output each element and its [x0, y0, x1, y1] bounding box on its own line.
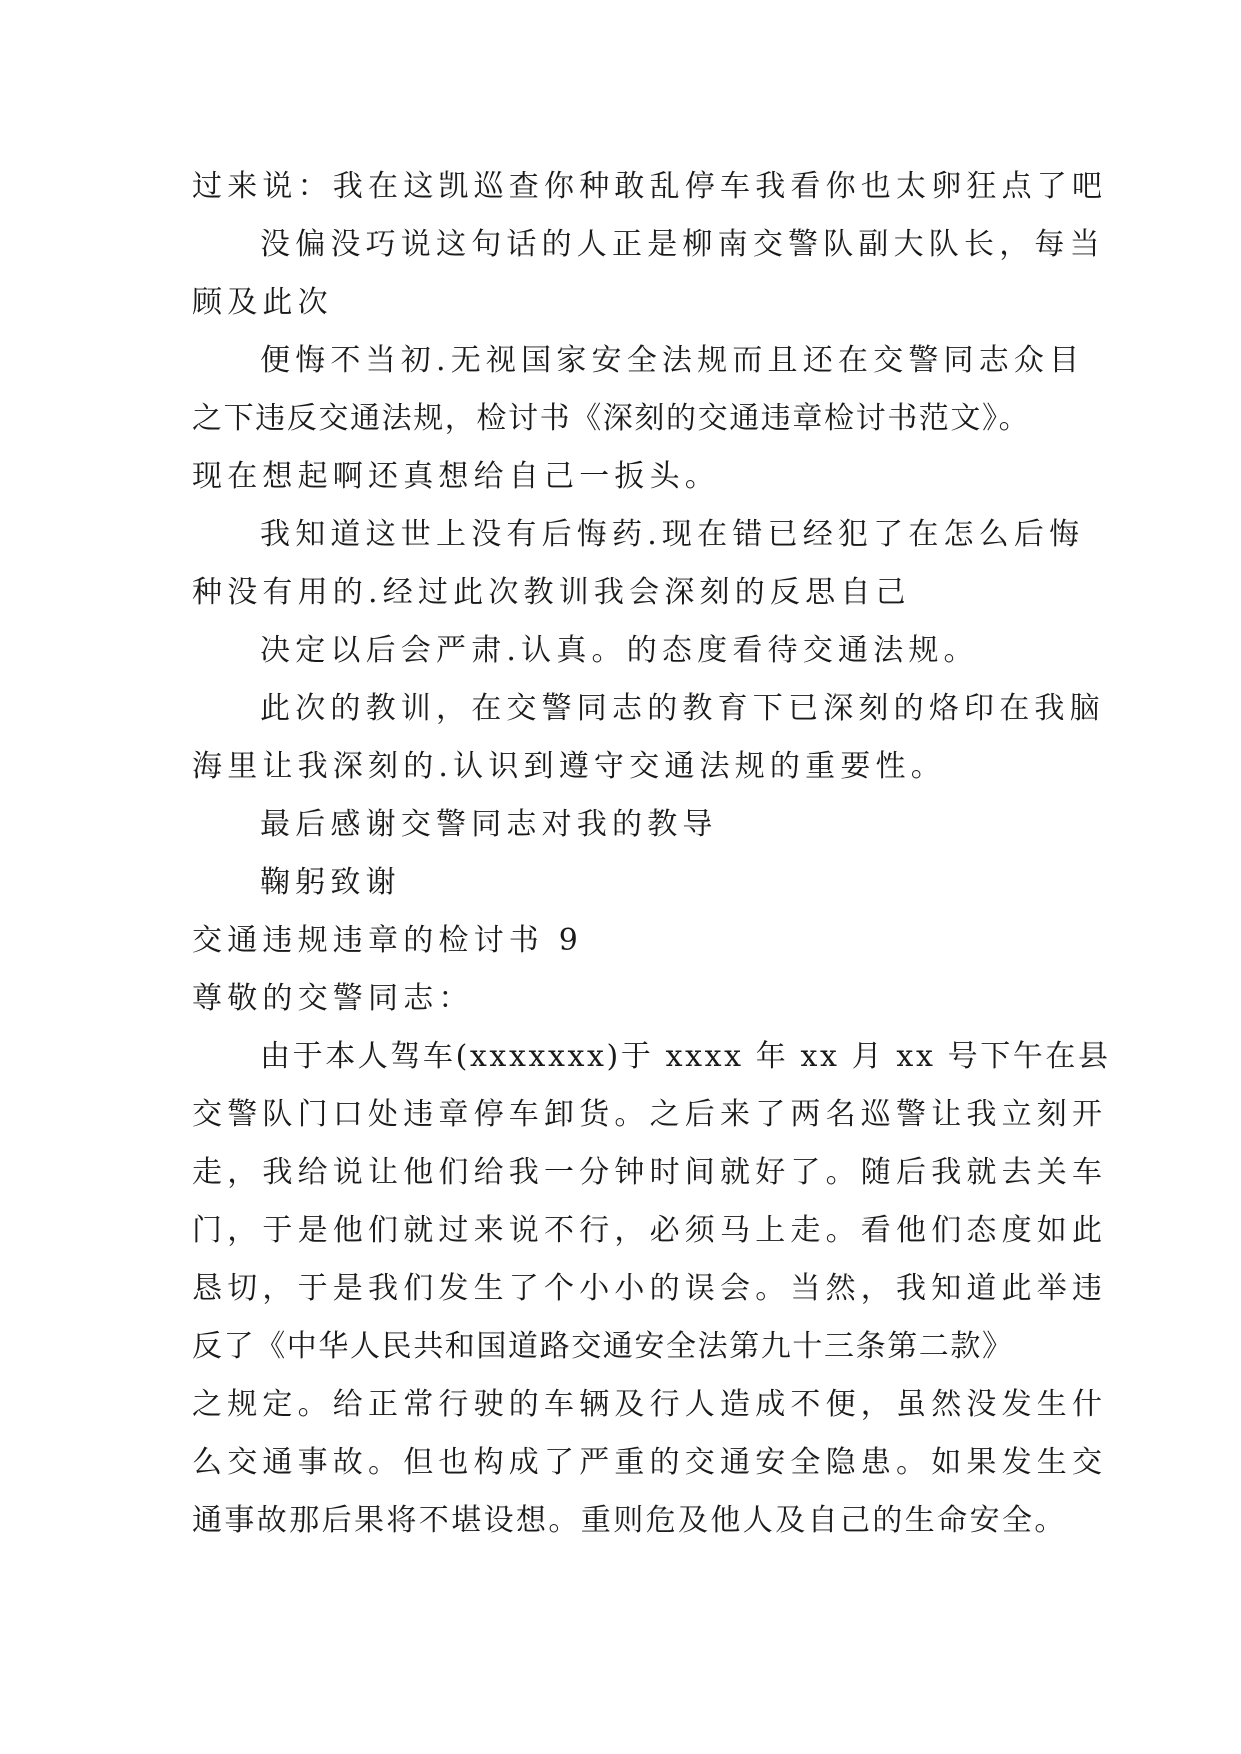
text-line: 此次的教训，在交警同志的教育下已深刻的烙印在我脑: [260, 691, 1105, 726]
text-line: 之规定。给正常行驶的车辆及行人造成不便，虽然没发生什: [192, 1387, 1108, 1422]
paragraph-6: [192, 680, 1105, 796]
text-line: 决定以后会严肃.认真。的态度看待交通法规。: [260, 633, 979, 668]
text-line: 顾及此次: [192, 285, 333, 320]
document-body: [192, 158, 1111, 1550]
section-title: [192, 912, 1072, 970]
text-line: 反了《中华人民共和国道路交通安全法第九十三条第二款》: [192, 1329, 1014, 1364]
text-line: 我知道这世上没有后悔药.现在错已经犯了在怎么后悔: [260, 517, 1085, 552]
text-line: 过来说：我在这凯巡查你种敢乱停车我看你也太卵狂点了吧: [192, 169, 1108, 204]
text-line: 现在想起啊还真想给自己一扳头。: [192, 459, 720, 494]
paragraph-body: [192, 1028, 1111, 1550]
text-line: 交通违规违章的检讨书 9: [192, 923, 584, 958]
text-line: 走，我给说让他们给我一分钟时间就好了。随后我就去关车: [192, 1155, 1108, 1190]
text-line: 便悔不当初.无视国家安全法规而且还在交警同志众目: [260, 343, 1085, 378]
text-line: 海里让我深刻的.认识到遵守交通法规的重要性。: [192, 749, 946, 784]
text-line: 由于本人驾车(xxxxxxx)于 xxxx 年 xx 月 xx 号下午在县: [260, 1039, 1111, 1074]
paragraph-7: [192, 796, 1072, 854]
text-line: 最后感谢交警同志对我的教导: [260, 807, 718, 842]
text-line: 交警队门口处违章停车卸货。之后来了两名巡警让我立刻开: [192, 1097, 1108, 1132]
paragraph-2: [192, 216, 1105, 332]
text-line: 通事故那后果将不堪设想。重则危及他人及自己的生命安全。: [192, 1503, 1067, 1538]
paragraph-3: [192, 332, 1085, 506]
text-line: 么交通事故。但也构成了严重的交通安全隐患。如果发生交: [192, 1445, 1108, 1480]
text-line: 之下违反交通法规，检讨书《深刻的交通违章检讨书范文》。: [192, 401, 1031, 436]
text-line: 种没有用的.经过此次教训我会深刻的反思自己: [192, 575, 911, 610]
paragraph-5: [192, 622, 1072, 680]
text-line: 尊敬的交警同志：: [192, 981, 474, 1016]
paragraph-4: [192, 506, 1085, 622]
text-line: 没偏没巧说这句话的人正是柳南交警队副大队长，每当: [260, 227, 1105, 262]
salutation: [192, 970, 1072, 1028]
paragraph-8: [192, 854, 1072, 912]
text-line: 恳切，于是我们发生了个小小的误会。当然，我知道此举违: [192, 1271, 1108, 1306]
text-line: 鞠躬致谢: [260, 865, 401, 900]
text-line: 门，于是他们就过来说不行，必须马上走。看他们态度如此: [192, 1213, 1108, 1248]
paragraph-1: [192, 158, 1108, 216]
